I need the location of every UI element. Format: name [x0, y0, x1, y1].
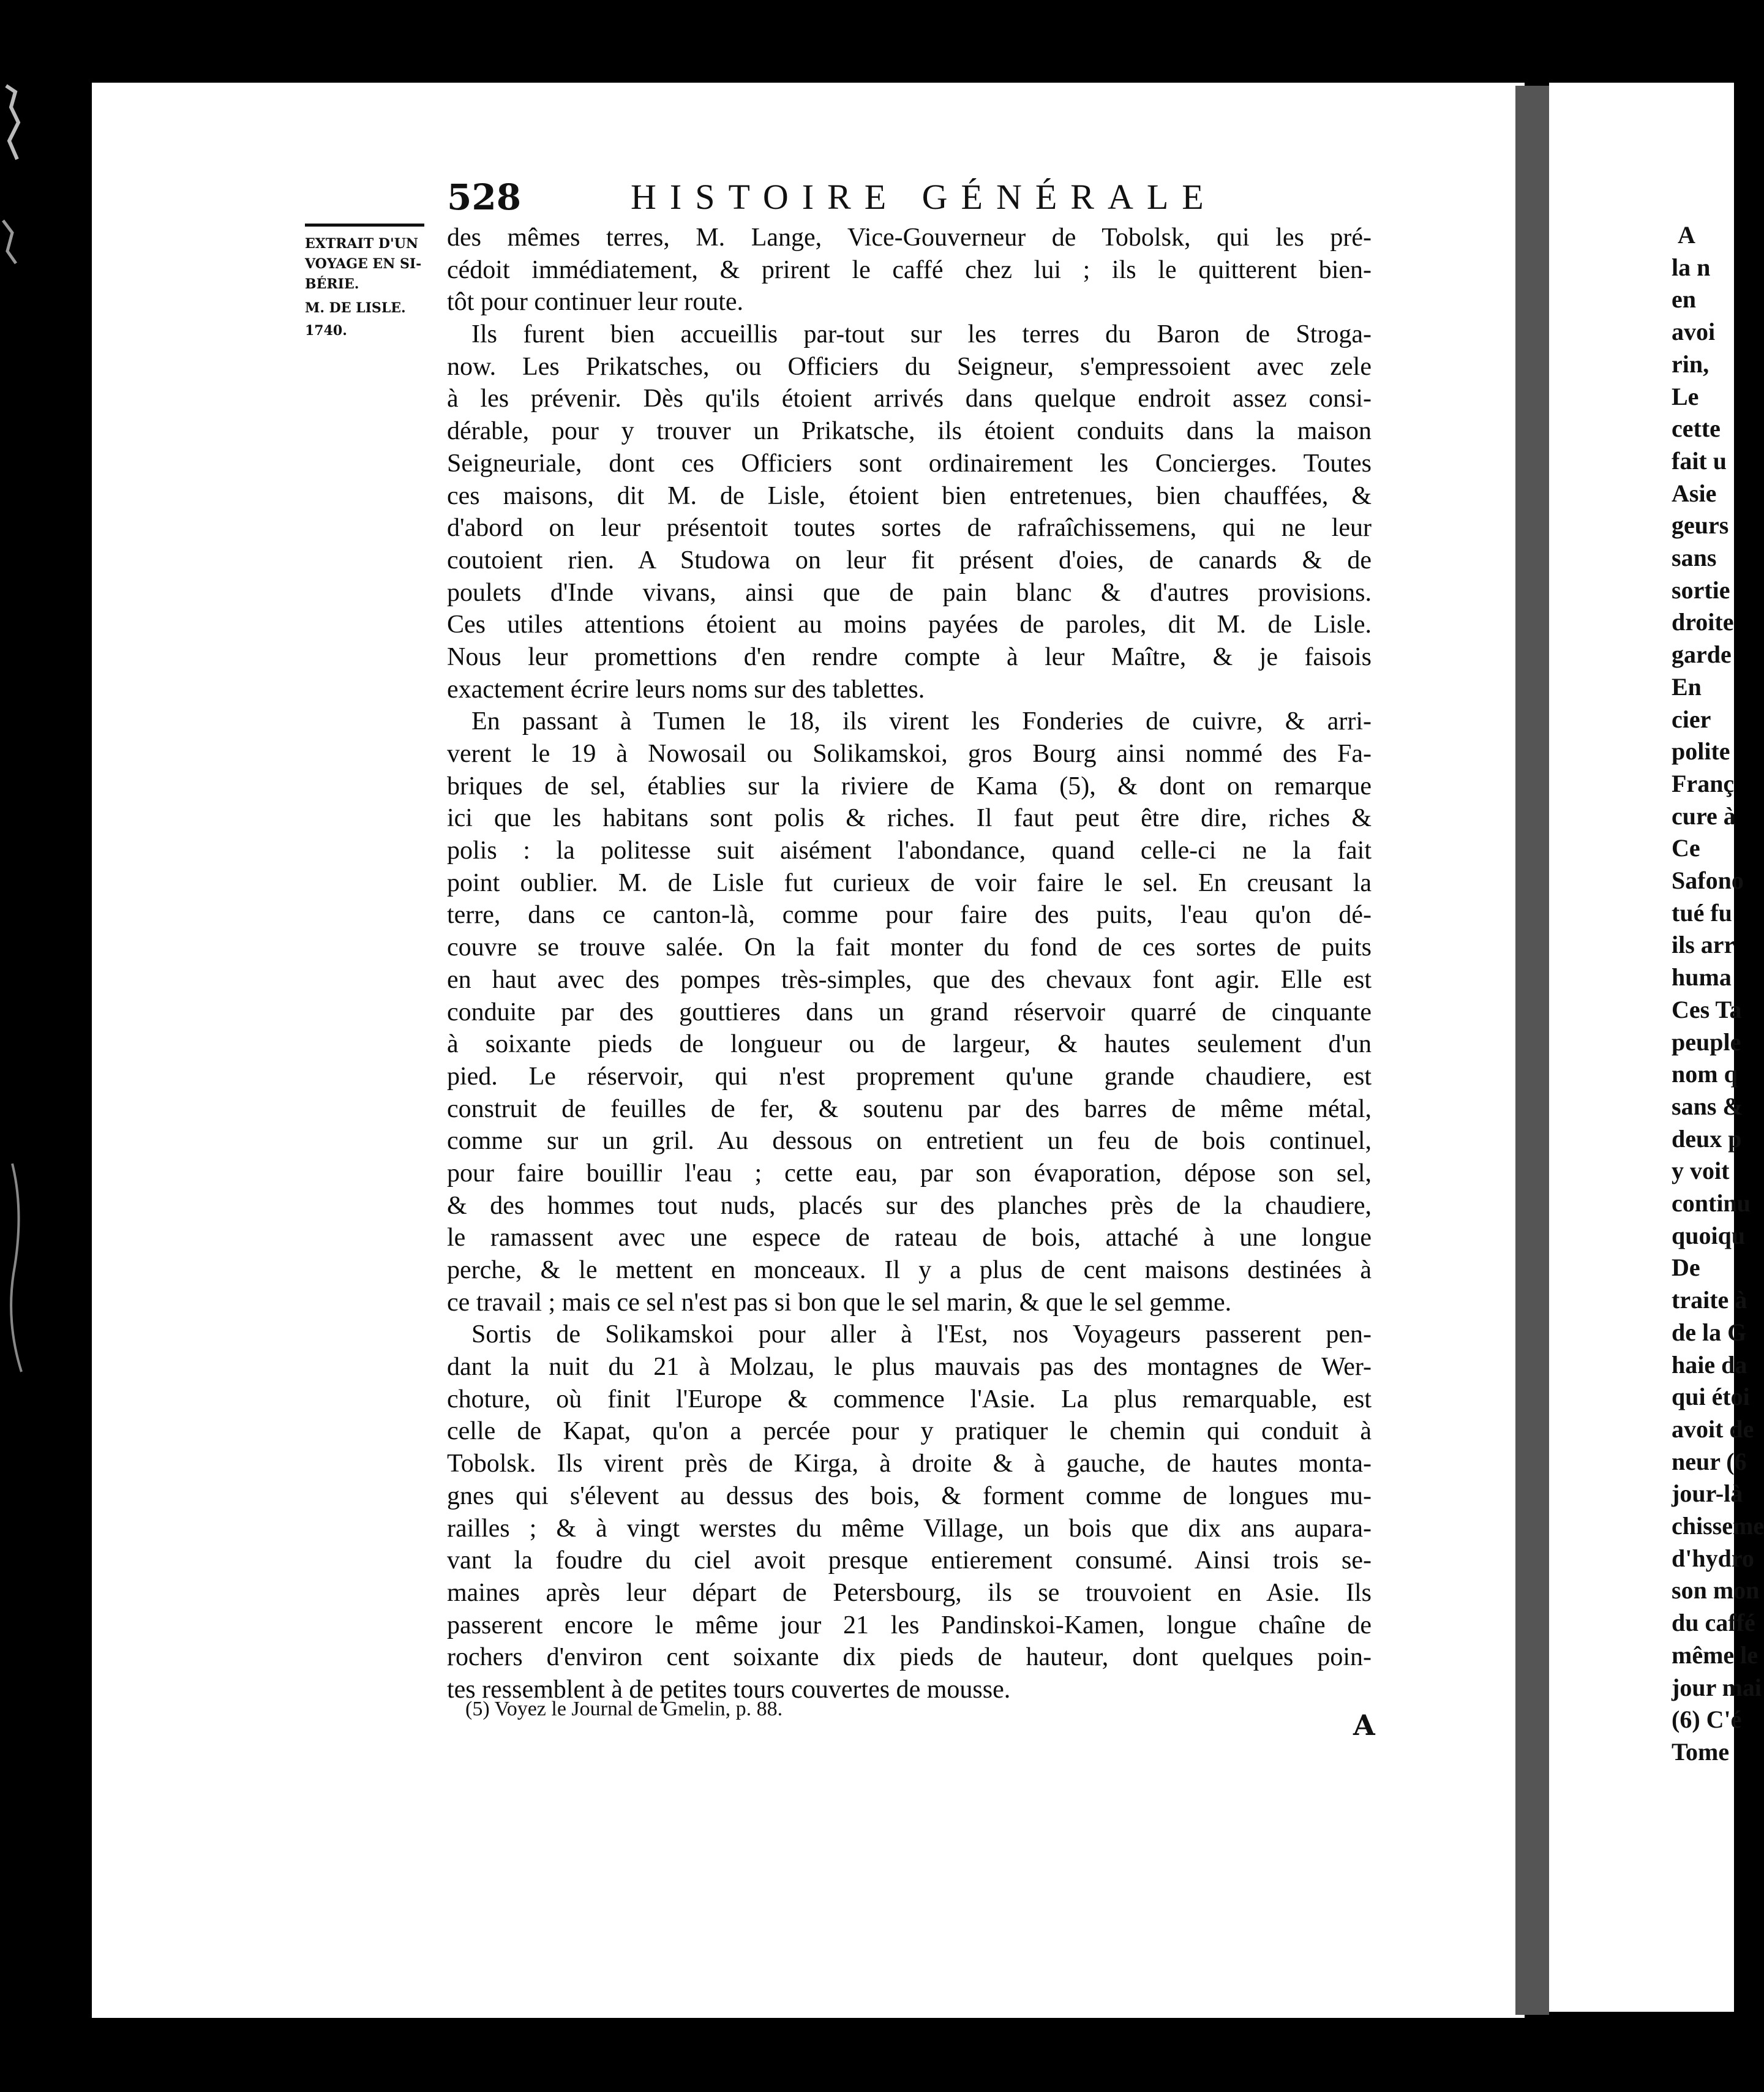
right-page-fragment: tué fu — [1672, 898, 1732, 927]
right-page-fragment: Safono — [1672, 867, 1744, 894]
body-text — [447, 222, 1372, 1706]
footnote: (5) Voyez le Journal de Gmelin, p. 88. — [465, 1698, 783, 1720]
right-page-fragment: cure à — [1672, 802, 1736, 830]
right-page-fragment: huma — [1672, 963, 1732, 991]
right-page-fragment: Ces Ta — [1672, 995, 1742, 1023]
right-page-fragment: polite — [1672, 737, 1730, 766]
body-line: celle de Kapat, qu'on a percée pour y pratiquer le chemin qui conduit à — [447, 1417, 1372, 1446]
body-line: choture, où finit l'Europe & commence l'Asie. La plus remarquable, est — [447, 1385, 1372, 1413]
body-line: ces maisons, dit M. de Lisle, étoient bien entretenues, bien chauffées, & — [447, 481, 1372, 510]
body-line: ce travail ; mais ce sel n'est pas si bon que le sel marin, & que le sel gemme. — [447, 1288, 1232, 1317]
body-line: conduite par des gouttieres dans un grand réservoir quarré de cinquante — [447, 998, 1372, 1026]
right-page-fragment: Ce — [1672, 834, 1700, 862]
body-line: d'abord on leur présentoit toutes sortes de rafraîchissemens, qui ne leur — [447, 514, 1372, 543]
right-page-fragment: Tome — [1672, 1737, 1730, 1766]
right-page-fragment: neur (6 — [1672, 1447, 1747, 1475]
right-page-fragment: sortie — [1672, 576, 1730, 604]
body-line: vant la foudre du ciel avoit presque entierement consumé. Ainsi trois se- — [447, 1546, 1372, 1575]
right-page-fragment: Franç — [1672, 769, 1735, 797]
body-line: poulets d'Inde vivans, ainsi que de pain blanc & d'autres provisions. — [447, 578, 1372, 607]
body-line: coutoient rien. A Studowa on leur fit présent d'oies, de canards & de — [447, 546, 1372, 574]
right-page-fragment: Le — [1672, 382, 1699, 410]
body-line: exactement écrire leurs noms sur des tablettes. — [447, 675, 925, 704]
right-page-fragment: continu — [1672, 1189, 1751, 1217]
signature-mark: A — [1353, 1709, 1375, 1742]
body-line: cédoit immédiatement, & prirent le caffé chez lui ; ils le quitterent bien- — [447, 255, 1372, 284]
body-line: Nous leur promettions d'en rendre compte à leur Maître, & je faisois — [447, 642, 1372, 671]
body-line: gnes qui s'élevent au dessus des bois, & forment comme de longues mu- — [447, 1481, 1372, 1510]
right-page-fragment: droite — [1672, 608, 1734, 636]
running-head — [447, 176, 1378, 225]
body-line: polis : la politesse suit aisément l'abondance, quand celle-ci ne la fait — [447, 837, 1372, 865]
margin-note — [305, 234, 422, 341]
right-page-fragment: nom q — [1672, 1060, 1738, 1088]
right-page-fragment: du caffé — [1672, 1609, 1755, 1637]
scanner-edge-noise — [0, 0, 55, 2092]
body-line: now. Les Prikatsches, ou Officiers du Seigneur, s'empressoient avec zele — [447, 352, 1372, 381]
body-line: verent le 19 à Nowosail ou Solikamskoi, gros Bourg ainsi nommé des Fa- — [447, 740, 1372, 768]
body-line: briques de sel, établies sur la riviere de Kama (5), & dont on remarque — [447, 772, 1372, 800]
right-page-fragment: jour mai — [1672, 1673, 1762, 1701]
body-line: à soixante pieds de longueur ou de largeur, & hautes seulement d'un — [447, 1030, 1372, 1059]
body-line: comme sur un gril. Au dessous on entretient un feu de bois continuel, — [447, 1127, 1372, 1156]
right-page-fragment: A — [1678, 221, 1695, 249]
right-page-fragment: qui étoi — [1672, 1383, 1750, 1411]
body-line: railles ; & à vingt werstes du même Village, un bois que dix ans aupara- — [447, 1514, 1372, 1543]
right-page-fragment: y voit — [1672, 1157, 1730, 1185]
right-page-fragment: cette — [1672, 415, 1721, 443]
body-line: En passant à Tumen le 18, ils virent les Fonderies de cuivre, & arri- — [471, 707, 1372, 736]
body-line: Tobolsk. Ils virent près de Kirga, à droite & à gauche, de hautes monta- — [447, 1450, 1372, 1478]
body-line: dérable, pour y trouver un Prikatsche, ils étoient conduits dans la maison — [447, 417, 1372, 446]
right-page-fragment: avoit de — [1672, 1415, 1754, 1443]
body-line: pied. Le réservoir, qui n'est proprement qu'une grande chaudiere, est — [447, 1062, 1372, 1091]
margin-note-line: M. DE LISLE. — [305, 300, 406, 316]
margin-note-line: 1740. — [305, 323, 347, 339]
right-page-fragment: jour-là — [1672, 1480, 1743, 1508]
body-line: en haut avec des pompes très-simples, que des chevaux font agir. Elle est — [447, 965, 1372, 994]
right-page-fragment: avoi — [1672, 318, 1716, 346]
body-line: & des hommes tout nuds, placés sur des planches près de la chaudiere, — [447, 1191, 1372, 1220]
body-line: construit de feuilles de fer, & soutenu par des barres de même métal, — [447, 1094, 1372, 1123]
body-line: couvre se trouve salée. On la fait monter du fond de ces sortes de puits — [447, 933, 1372, 962]
right-page-fragment: deux p — [1672, 1124, 1742, 1153]
body-line: pour faire bouillir l'eau ; cette eau, par son évaporation, dépose son sel, — [447, 1159, 1372, 1187]
body-line: tes ressemblent à de petites tours couvertes de mousse. — [447, 1675, 1011, 1704]
body-line: Sortis de Solikamskoi pour aller à l'Est, nos Voyageurs passerent pen- — [471, 1320, 1372, 1349]
right-page-fragment: cier — [1672, 705, 1711, 733]
margin-note-line: EXTRAIT D'UN — [305, 236, 418, 252]
body-line: dant la nuit du 21 à Molzau, le plus mauvais pas des montagnes de Wer- — [447, 1353, 1372, 1382]
right-page-fragment: En — [1672, 672, 1702, 701]
right-page-fragment: fait u — [1672, 446, 1727, 475]
body-line: terre, dans ce canton-là, comme pour faire des puits, l'eau qu'on dé- — [447, 901, 1372, 930]
right-page-fragment: De — [1672, 1254, 1700, 1282]
body-line: Ces utiles attentions étoient au moins payées de paroles, dit M. de Lisle. — [447, 611, 1372, 639]
right-page-fragment: son mon — [1672, 1576, 1760, 1605]
right-page-fragment: rin, — [1672, 350, 1710, 378]
right-page-fragment: la n — [1672, 253, 1711, 281]
right-page-fragment: de la G — [1672, 1318, 1747, 1346]
body-line: passerent encore le même jour 21 les Pandinskoi-Kamen, longue chaîne de — [447, 1611, 1372, 1639]
right-page-fragment: en — [1672, 285, 1696, 314]
right-page-fragment: Asie — [1672, 479, 1717, 507]
right-page-fragment: peuple — [1672, 1028, 1741, 1056]
body-line: perche, & le mettent en monceaux. Il y a plus de cent maisons destinées à — [447, 1256, 1372, 1284]
right-page-fragment: d'hydro — [1672, 1544, 1754, 1572]
body-line: ici que les habitans sont polis & riches. Il faut peut être dire, riches & — [447, 804, 1372, 833]
right-page-fragment: garde — [1672, 641, 1732, 669]
margin-note-line: VOYAGE EN SI- — [305, 256, 422, 272]
margin-rule — [305, 224, 424, 227]
right-page-fragment: ils arr — [1672, 931, 1735, 959]
book-gutter — [1515, 86, 1549, 2015]
right-page-fragment: haie da — [1672, 1350, 1747, 1379]
body-line: à les prévenir. Dès qu'ils étoient arrivés dans quelque endroit assez consi- — [447, 385, 1372, 413]
margin-note-line: BÉRIE. — [305, 276, 359, 292]
body-line: des mêmes terres, M. Lange, Vice-Gouverneur de Tobolsk, qui les pré- — [447, 224, 1372, 252]
right-page-fragment: traite à — [1672, 1286, 1747, 1314]
right-page-fragment: sans — [1672, 544, 1717, 571]
body-line: le ramassent avec une espece de rateau de bois, attaché à une longue — [447, 1224, 1372, 1252]
body-line: point oublier. M. de Lisle fut curieux de voir faire le sel. En creusant la — [447, 868, 1372, 897]
right-page-fragment: quoiqu — [1672, 1221, 1746, 1249]
body-line: maines après leur départ de Petersbourg, ils se trouvoient en Asie. Ils — [447, 1578, 1372, 1607]
right-page-fragment: geurs — [1672, 511, 1729, 540]
right-page-fragment: sans & — [1672, 1092, 1743, 1120]
running-title: HISTOIRE GÉNÉRALE — [631, 177, 1217, 217]
body-line: Ils furent bien accueillis par-tout sur les terres du Baron de Stroga- — [471, 320, 1372, 349]
body-line: tôt pour continuer leur route. — [447, 288, 744, 317]
right-page-fragment: (6) C'é — [1672, 1706, 1742, 1734]
right-page-fragment: même le — [1672, 1641, 1758, 1669]
right-page-fragment: chisseme — [1672, 1512, 1764, 1540]
body-line: Seigneuriale, dont ces Officiers sont ordinairement les Concierges. Toutes — [447, 449, 1372, 478]
page-number: 528 — [447, 176, 522, 218]
body-line: rochers d'environ cent soixante dix pieds de hauteur, dont quelques poin- — [447, 1643, 1372, 1672]
